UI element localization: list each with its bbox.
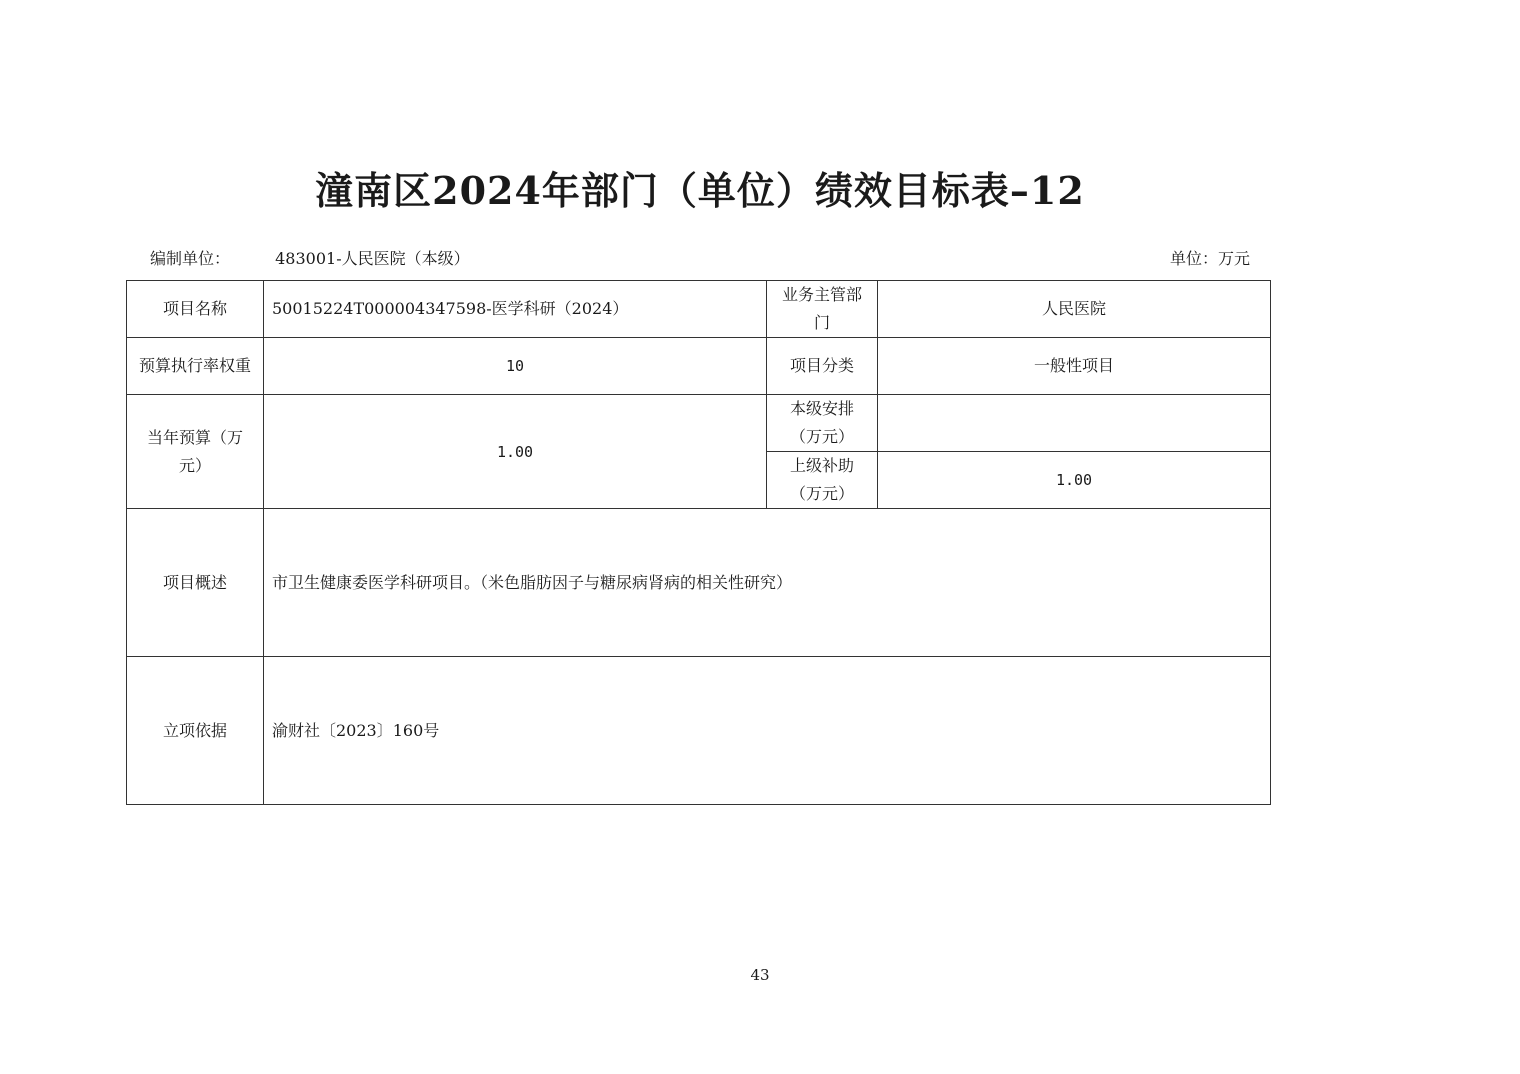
- currency-unit: 单位：万元: [1170, 249, 1251, 268]
- budget-value: 1.00: [264, 395, 767, 509]
- basis-value: 渝财社〔2023〕160号: [264, 657, 1271, 805]
- weight-label: 预算执行率权重: [127, 338, 264, 395]
- dept-label: 业务主管部门: [767, 281, 878, 338]
- local-arrangement-value: [878, 395, 1271, 452]
- category-value: 一般性项目: [878, 338, 1271, 395]
- project-name-label: 项目名称: [127, 281, 264, 338]
- performance-target-table: [126, 280, 1271, 805]
- weight-value: 10: [264, 338, 767, 395]
- page-number: 43: [750, 966, 770, 984]
- compiling-unit-value: 483001-人民医院（本级）: [275, 249, 470, 268]
- compiling-unit: [150, 246, 470, 269]
- overview-value: 市卫生健康委医学科研项目。（米色脂肪因子与糖尿病肾病的相关性研究）: [264, 509, 1271, 657]
- budget-label: 当年预算（万元）: [127, 395, 264, 509]
- project-name-value: 50015224T000004347598-医学科研（2024）: [264, 281, 767, 338]
- local-arrangement-label: 本级安排（万元）: [767, 395, 878, 452]
- page-title: 潼南区2024年部门（单位）绩效目标表–12: [315, 168, 1085, 213]
- category-label: 项目分类: [767, 338, 878, 395]
- dept-value: 人民医院: [878, 281, 1271, 338]
- upper-subsidy-label: 上级补助（万元）: [767, 452, 878, 509]
- basis-label: 立项依据: [127, 657, 264, 805]
- upper-subsidy-value: 1.00: [878, 452, 1271, 509]
- overview-label: 项目概述: [127, 509, 264, 657]
- compiling-unit-label: 编制单位：: [150, 249, 231, 268]
